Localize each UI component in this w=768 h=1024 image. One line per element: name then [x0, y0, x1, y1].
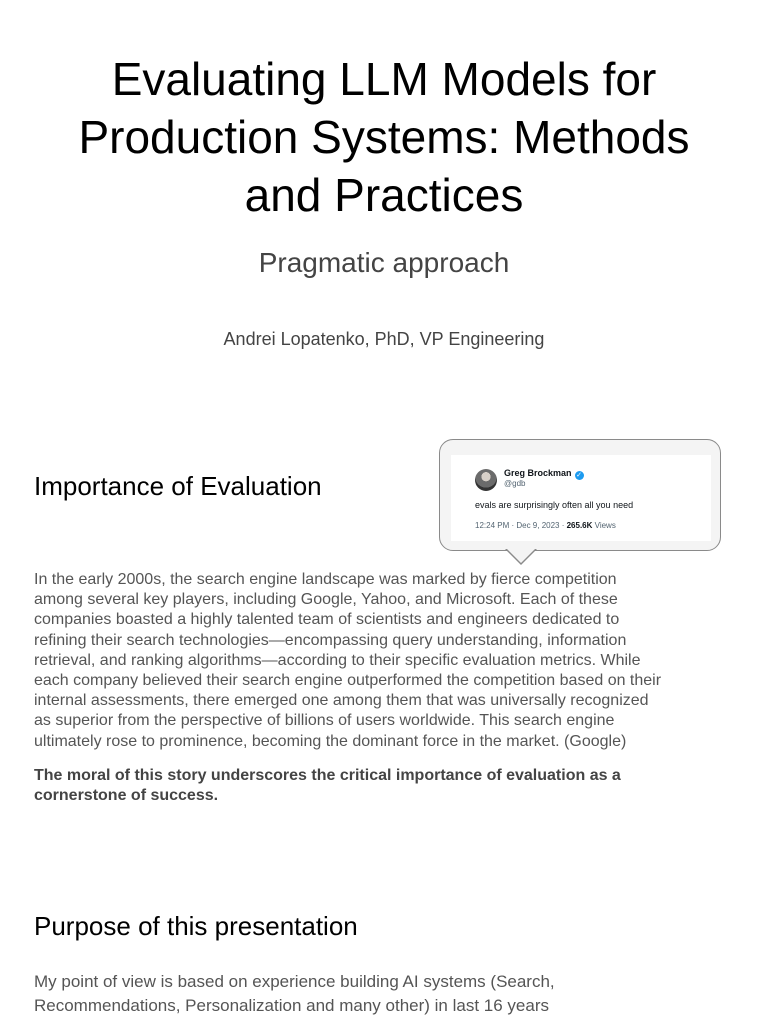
tweet-author-name-text: Greg Brockman: [504, 468, 572, 478]
section-heading-purpose: Purpose of this presentation: [34, 911, 358, 941]
title-line: and Practices: [244, 169, 524, 221]
purpose-line: My point of view is based on experience building AI systems (Search,: [34, 972, 555, 991]
story-paragraph: [34, 570, 746, 752]
moral-paragraph: [34, 766, 746, 806]
tweet-timestamp: 12:24 PM · Dec 9, 2023 ·: [475, 521, 567, 530]
tweet-meta: [475, 521, 616, 531]
presentation-title: [0, 50, 768, 224]
embedded-tweet: [451, 455, 711, 541]
story-line: retrieval, and ranking algorithms—according to their specific evaluation metrics. While: [34, 651, 641, 669]
verified-badge-icon: ✓: [576, 472, 582, 479]
presentation-subtitle: Pragmatic approach: [258, 247, 510, 278]
avatar: [475, 469, 497, 491]
tweet-views-count: 265.6K: [566, 521, 593, 530]
author-line: Andrei Lopatenko, PhD, VP Engineering: [223, 329, 545, 349]
story-line: companies boasted a highly talented team of scientists and engineers dedicated to: [34, 611, 620, 629]
purpose-paragraph: [34, 970, 746, 1018]
story-line: internal assessments, there emerged one among them that was universally recognized: [34, 692, 649, 710]
tweet-handle: @gdb: [504, 479, 526, 488]
callout-tail-fill: [507, 549, 535, 563]
title-line: Production Systems: Methods: [78, 111, 690, 163]
story-line: ultimately rose to prominence, becoming the dominant force in the market. (Google): [34, 732, 627, 750]
story-line: each company believed their search engine outperformed the competition based on their: [34, 672, 662, 690]
tweet-views-label: Views: [592, 521, 616, 530]
tweet-text: evals are surprisingly often all you need: [475, 500, 634, 510]
moral-line: cornerstone of success.: [34, 787, 219, 805]
moral-line: The moral of this story underscores the critical importance of evaluation as a: [34, 767, 621, 784]
story-line: refining their search technologies—encompassing query understanding, information: [34, 631, 627, 649]
title-line: Evaluating LLM Models for: [111, 53, 657, 105]
story-line: In the early 2000s, the search engine landscape was marked by fierce competition: [34, 571, 617, 588]
section-heading-importance: Importance of Evaluation: [34, 471, 322, 501]
story-line: among several key players, including Google, Yahoo, and Microsoft. Each of these: [34, 591, 618, 609]
story-line: as superior from the perspective of billions of users worldwide. This search engine: [34, 712, 615, 730]
purpose-line: Recommendations, Personalization and many other) in last 16 years: [34, 996, 549, 1015]
